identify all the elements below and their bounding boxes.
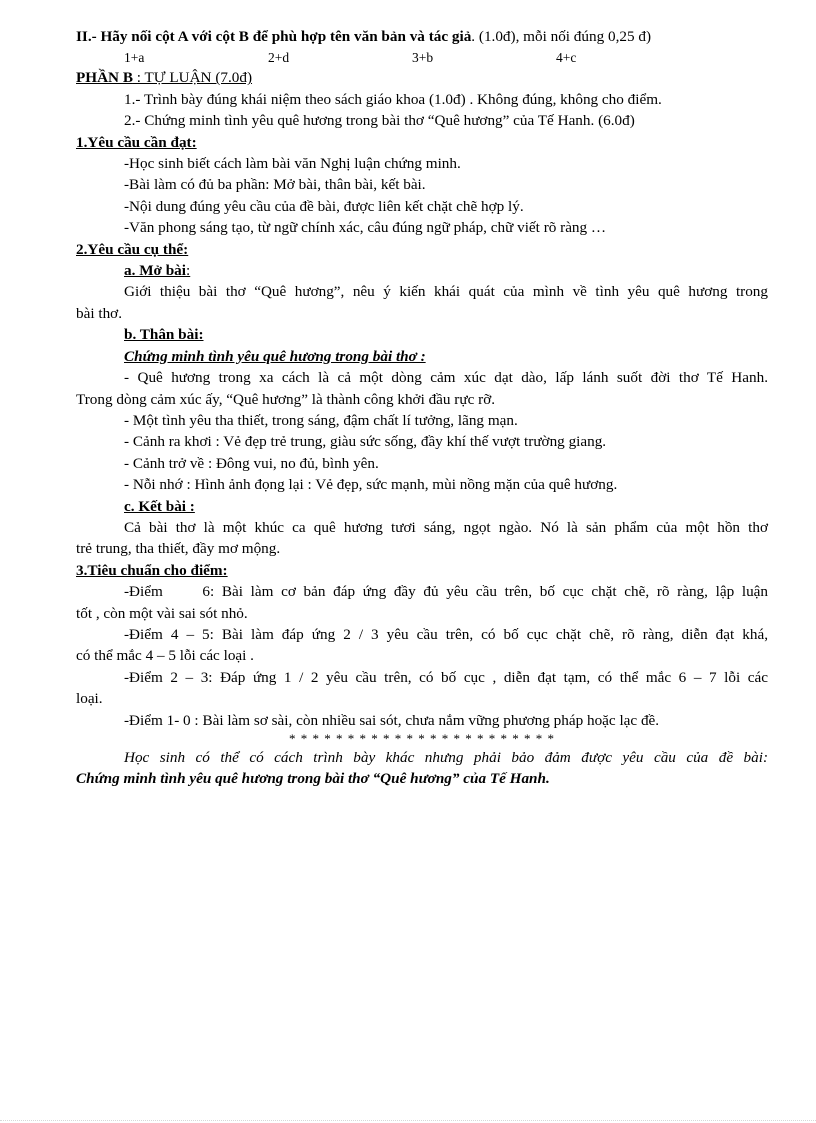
body-point: - Một tình yêu tha thiết, trong sáng, đậm chất lí tưởng, lãng mạn. [124,411,518,429]
answer-key-page [76,26,768,790]
section-2-title-bold: II.- Hãy nối cột A với cột B để phù hợp tên văn bản và tác giả [76,28,472,45]
intro-text-line-2: bài thơ. [76,304,122,322]
conclusion-heading: c. Kết bài : [124,497,195,515]
score-1-0: -Điểm 1- 0 : Bài làm sơ sài, còn nhiều sai sót, chưa nắm vững phương pháp hoặc lạc đề. [124,711,660,729]
requirement-item: -Văn phong sáng tạo, từ ngữ chính xác, câu đúng ngữ pháp, chữ viết rõ ràng … [124,219,607,237]
body-heading: b. Thân bài: [124,326,204,344]
score-6-line-1 [76,581,768,602]
part-b-title [76,67,768,88]
score-6-label: -Điểm 6 [124,583,210,601]
closing-note-line-2: Chứng minh tình yêu quê hương trong bài thơ “Quê hương” của Tế Hanh. [76,770,550,788]
scoring-heading: 3.Tiêu chuẩn cho điểm: [76,561,228,579]
body-paragraph-line-1: - Quê hương trong xa cách là cả một dòng cảm xúc dạt dào, lấp lánh suốt đời thơ Tế Hanh. [124,369,768,387]
answer-4: 4+c [556,50,577,66]
requirement-item: -Nội dung đúng yêu cầu của đề bài, được liên kết chặt chẽ hợp lý. [124,197,524,215]
requirement-item: -Học sinh biết cách làm bài văn Nghị luận chứng minh. [124,155,461,173]
answer-3: 3+b [412,50,434,66]
section-2-title [76,26,768,47]
score-6-line-2: tốt , còn một vài sai sót nhỏ. [76,604,248,622]
page-bottom-rule [0,1120,816,1121]
intro-heading [76,260,768,281]
intro-text-line-1: Giới thiệu bài thơ “Quê hương”, nêu ý kiến khái quát của mình về tình yêu quê hương trong [124,283,768,301]
closing-note-line-1: Học sinh có thể có cách trình bày khác nhưng phải bảo đảm được yêu cầu của đề bài: [124,749,768,766]
body-subheading: Chứng minh tình yêu quê hương trong bài thơ : [124,347,426,365]
body-point: - Cảnh trở về : Đông vui, no đủ, bình yên. [124,454,379,472]
part-b-question-1: 1.- Trình bày đúng khái niệm theo sách giáo khoa (1.0đ) . Không đúng, không cho điểm. [124,90,662,108]
requirement-item: -Bài làm có đủ ba phần: Mở bài, thân bài, kết bài. [124,176,426,194]
score-4-5-line-1: -Điểm 4 – 5: Bài làm đáp ứng 2 / 3 yêu cầu trên, có bố cục chặt chẽ, rõ ràng, diễn đạt khá, [124,625,768,643]
specific-requirements-heading: 2.Yêu cầu cụ thể: [76,240,189,258]
requirements-heading: 1.Yêu cầu cần đạt: [76,133,197,151]
intro-heading-colon: : [186,262,191,280]
intro-heading-label: a. Mở bài [124,262,186,280]
part-b-label: PHẦN B [76,69,133,87]
section-2-title-rest: . (1.0đ), mỗi nối đúng 0,25 đ) [471,28,652,45]
part-b-question-2: 2.- Chứng minh tình yêu quê hương trong bài thơ “Quê hương” của Tế Hanh. (6.0đ) [124,112,635,130]
score-2-3-line-1: -Điểm 2 – 3: Đáp ứng 1 / 2 yêu cầu trên, có bố cục , diễn đạt tạm, có thể mắc 6 – 7 lỗi các [124,668,768,686]
star-divider: * * * * * * * * * * * * * * * * * * * * * * * [289,731,555,746]
conclusion-text-line-1: Cả bài thơ là một khúc ca quê hương tươi sáng, ngọt ngào. Nó là sản phẩm của một hồn thơ [124,518,768,536]
conclusion-text-line-2: trẻ trung, tha thiết, đầy mơ mộng. [76,540,281,558]
part-b-title-rest: : TỰ LUẬN (7.0đ) [132,69,253,87]
answer-2: 2+d [268,50,290,66]
body-point: - Nỗi nhớ : Hình ảnh đọng lại : Vẻ đẹp, sức mạnh, mùi nồng mặn của quê hương. [124,476,618,494]
body-point: - Cảnh ra khơi : Vẻ đẹp trẻ trung, giàu sức sống, đầy khí thế vượt trường giang. [124,433,607,451]
score-2-3-line-2: loại. [76,690,103,708]
body-paragraph-line-2: Trong dòng cảm xúc ấy, “Quê hương” là thành công khởi đầu rực rỡ. [76,390,496,408]
score-4-5-line-2: có thể mắc 4 – 5 lỗi các loại . [76,647,254,665]
matching-answers [76,47,768,67]
score-6-text: : Bài làm cơ bản đáp ứng đầy đủ yêu cầu trên, bố cục chặt chẽ, rõ ràng, lập luận [210,583,768,601]
answer-1: 1+a [124,50,145,66]
